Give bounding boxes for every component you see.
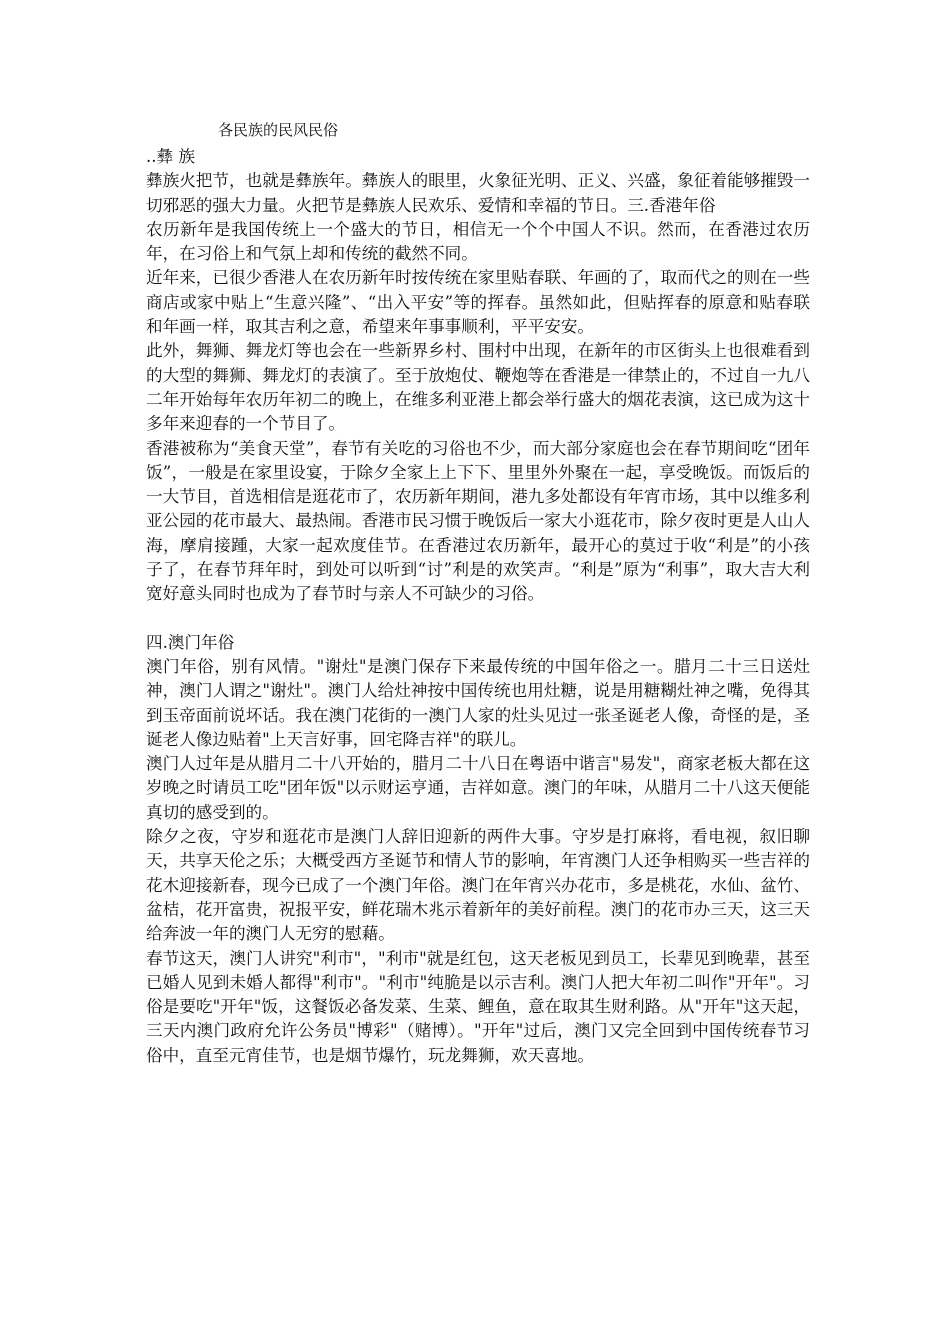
paragraph: 彝族火把节，也就是彝族年。彝族人的眼里，火象征光明、正义、兴盛，象征着能够摧毁一切邪恶的强大力量。火把节是彝族人民欢乐、爱情和幸福的节日。三.香港年俗 [146,171,810,215]
paragraph: 近年来，已很少香港人在农历新年时按传统在家里贴春联、年画的了，取而代之的则在一些商店或家中贴上“生意兴隆”、“出入平安”等的挥春。虽然如此，但贴挥春的原意和贴春联和年画一样，取其吉利之意，希望来年事事顺利，平平安安。 [146,268,810,337]
paragraph: 澳门年俗，别有风情。"谢灶"是澳门保存下来最传统的中国年俗之一。腊月二十三日送灶神，澳门人谓之"谢灶"。澳门人给灶神按中国传统也用灶糖，说是用糖糊灶神之嘴，免得其到玉帝面前说坏话。我在澳门花街的一澳门人家的灶头见过一张圣诞老人像，奇怪的是，圣诞老人像边贴着"上天言好事，回宅降吉祥"的联儿。 [146,656,810,749]
paragraph: 春节这天，澳门人讲究"利市"，"利市"就是红包，这天老板见到员工，长辈见到晚辈，甚至已婚人见到未婚人都得"利市"。"利市"纯脆是以示吉利。澳门人把大年初二叫作"开年"。习俗是要吃"开年"饭，这餐饭必备发菜、生菜、鲤鱼，意在取其生财利路。从"开年"这天起，三天内澳门政府允许公务员"博彩"（赌博）。"开年"过后，澳门又完全回到中国传统春节习俗中，直至元宵佳节，也是烟节爆竹，玩龙舞狮，欢天喜地。 [146,948,810,1065]
paragraph: 澳门人过年是从腊月二十八开始的，腊月二十八日在粤语中谐言"易发"，商家老板大都在这岁晚之时请员工吃"团年饭"以示财运亨通，吉祥如意。澳门的年味，从腊月二十八这天便能真切的感受到的。 [146,754,810,822]
section-heading: 四.澳门年俗 [146,632,235,652]
paragraph: 除夕之夜，守岁和逛花市是澳门人辞旧迎新的两件大事。守岁是打麻将，看电视，叙旧聊天，共享天伦之乐；大概受西方圣诞节和情人节的影响，年宵澳门人还争相购买一些吉祥的花木迎接新春，现今已成了一个澳门年俗。澳门在年宵兴办花市，多是桃花，水仙、盆竹、盆桔，花开富贵，祝报平安，鲜花瑞木兆示着新年的美好前程。澳门的花市办三天，这三天给奔波一年的澳门人无穷的慰藉。 [146,827,810,944]
document-title: 各民族的民风民俗 [218,121,339,139]
section-heading: ..彝 族 [146,147,196,166]
paragraph: 香港被称为“美食天堂”，春节有关吃的习俗也不少，而大部分家庭也会在春节期间吃“团年饭”，一般是在家里设宴，于除夕全家上上下下、里里外外聚在一起，享受晚饭。而饭后的一大节目，首选相信是逛花市了，农历新年期间，港九多处都设有年宵市场，其中以维多利亚公园的花市最大、最热闹。香港市民习惯于晚饭后一家大小逛花市，除夕夜时更是人山人海，摩肩接踵，大家一起欢度佳节。在香港过农历新年，最开心的莫过于收“利是”的小孩子了，在春节拜年时，到处可以听到“讨”利是的欢笑声。“利是”原为“利事”，取大吉大利宽好意头同时也成为了春节时与亲人不可缺少的习俗。 [146,438,810,604]
paragraph: 此外，舞狮、舞龙灯等也会在一些新界乡村、围村中出现，在新年的市区街头上也很难看到的大型的舞狮、舞龙灯的表演了。至于放炮仗、鞭炮等在香港是一律禁止的，不过自一九八二年开始每年农历年初二的晚上，在维多利亚港上都会举行盛大的烟花表演，这已成为这十多年来迎春的一个节目了。 [146,341,810,434]
section-yi [146,145,810,607]
blank-line [146,607,810,631]
paragraph: 农历新年是我国传统上一个盛大的节日，相信无一个个中国人不识。然而，在香港过农历年，在习俗上和气氛上却和传统的截然不同。 [146,219,810,264]
section-macau [146,631,810,1068]
document-page [146,118,810,1068]
